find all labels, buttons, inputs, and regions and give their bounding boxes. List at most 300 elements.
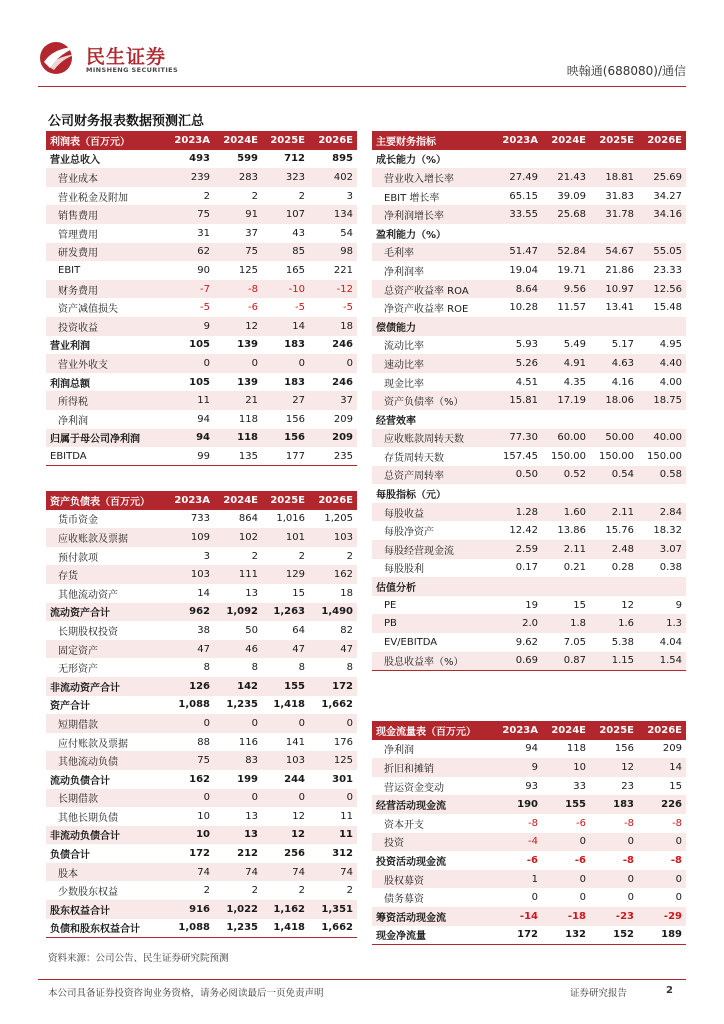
row-value: 142 (214, 677, 262, 696)
row-value: 15 (292, 587, 305, 599)
row-label: 每股经营现金流 (372, 540, 494, 559)
row-label: 每股股利 (384, 564, 424, 576)
row-label: 营业税金及附加 (58, 192, 128, 204)
table-row (46, 565, 357, 584)
row-value: 962 (166, 603, 214, 622)
row-value: 221 (333, 264, 353, 276)
row-value: 172 (189, 848, 210, 860)
row-value: 10 (197, 810, 210, 822)
row-value: 323 (262, 168, 309, 187)
row-value: 118 (566, 743, 586, 755)
row-value: 1 (494, 870, 542, 889)
year-header: 2024E (542, 131, 590, 150)
row-value: 2.11 (590, 503, 638, 522)
row-label: 成长能力（%） (376, 155, 447, 167)
row-label: 营业收入增长率 (372, 168, 494, 187)
row-label: 现金比率 (384, 378, 424, 390)
row-value: 103 (309, 528, 357, 547)
table-row (372, 907, 686, 926)
row-value: 15.48 (653, 302, 682, 314)
row-value: 9.62 (515, 636, 538, 648)
row-value: 0.69 (494, 652, 542, 671)
row-value: 19.71 (557, 264, 586, 276)
row-label: 长期股权投资 (58, 626, 118, 638)
row-value: 93 (525, 780, 538, 792)
row-value: 98 (309, 243, 357, 262)
year-header: 2024E (214, 131, 262, 150)
row-value: 11 (340, 810, 353, 822)
header-divider (38, 86, 686, 87)
row-value: 64 (292, 624, 305, 636)
row-value: 2 (346, 550, 353, 562)
row-value (590, 224, 638, 243)
table-row (372, 503, 686, 522)
row-label: 无形资产 (58, 664, 98, 676)
row-value: 0 (590, 833, 638, 852)
row-value: 47 (309, 640, 357, 659)
row-value (638, 577, 686, 596)
row-value: 103 (166, 565, 214, 584)
table-row (46, 770, 357, 789)
row-value: 1,022 (214, 900, 262, 919)
row-value: 246 (332, 376, 353, 388)
row-value: 18.32 (653, 525, 682, 537)
row-value: 18.06 (590, 391, 638, 410)
row-label: 营业总收入 (50, 155, 100, 167)
row-value: 0 (262, 789, 309, 808)
row-value: 864 (238, 513, 258, 525)
table-row (372, 851, 686, 870)
table-row (372, 224, 686, 243)
table-row (372, 373, 686, 392)
year-header: 2024E (542, 721, 590, 740)
year-header: 2023A (494, 131, 542, 150)
row-value: 157.45 (503, 450, 538, 462)
row-value: 27.49 (494, 168, 542, 187)
table-row (372, 391, 686, 410)
row-value: 13 (245, 587, 258, 599)
row-value: 2 (251, 190, 258, 202)
row-label: 资本开支 (384, 819, 424, 831)
row-value: 23.33 (653, 264, 682, 276)
balance-sheet-table (46, 491, 357, 938)
table-row (372, 559, 686, 578)
row-value: 60.00 (542, 429, 590, 448)
row-value: 11 (166, 391, 214, 410)
row-value: 0.21 (563, 562, 586, 574)
row-label: 存货 (46, 565, 166, 584)
row-value: 246 (332, 339, 353, 351)
row-value: 13.86 (557, 525, 586, 537)
logo-text-cn: 民生证券 (86, 46, 167, 68)
row-value: 2 (203, 885, 210, 897)
row-label: 毛利率 (372, 243, 494, 262)
year-header: 2023A (166, 131, 214, 150)
row-value: 2 (298, 190, 305, 202)
row-value: 27 (262, 391, 309, 410)
row-value: 12 (621, 599, 634, 611)
row-value: 162 (189, 773, 210, 785)
row-value: 0 (214, 354, 262, 373)
row-value: 1,662 (321, 699, 353, 711)
row-value: 4.63 (590, 354, 638, 373)
row-value: 43 (292, 227, 305, 239)
table-row (372, 577, 686, 596)
row-value: -8 (214, 280, 262, 299)
table-row (46, 733, 357, 752)
row-label: 归属于母公司净利润 (46, 429, 166, 448)
row-label: 非流动负债合计 (46, 826, 166, 845)
row-value: 283 (214, 168, 262, 187)
row-value: 152 (590, 926, 638, 945)
table-row (372, 205, 686, 224)
year-header: 2024E (214, 491, 262, 510)
table-row (46, 826, 357, 845)
row-value: 0.38 (659, 562, 682, 574)
row-label: 负债和股东权益合计 (46, 919, 166, 938)
row-value: 1,418 (262, 919, 309, 938)
table-header-row (372, 721, 686, 740)
row-value: 235 (309, 447, 357, 466)
row-value: 0.17 (515, 562, 538, 574)
table-row (46, 224, 357, 243)
row-value: 0 (214, 789, 262, 808)
row-value: 1,088 (178, 699, 210, 711)
row-value: 54 (340, 227, 353, 239)
row-value: 0 (638, 833, 686, 852)
row-value: 9 (494, 758, 542, 777)
row-value: 402 (309, 168, 357, 187)
row-value: 12.42 (509, 525, 538, 537)
row-value: 1,351 (309, 900, 357, 919)
table-row (372, 926, 686, 945)
row-value: 90 (197, 264, 210, 276)
row-value: 11 (309, 826, 357, 845)
row-value: 2.48 (590, 540, 638, 559)
row-value: 150.00 (647, 450, 682, 462)
row-value: 4.95 (659, 339, 682, 351)
row-value: -12 (309, 280, 357, 299)
row-label: PE (384, 599, 397, 611)
row-label: 少数股东权益 (58, 887, 118, 899)
row-value: -4 (494, 833, 542, 852)
row-value: 15.76 (605, 525, 634, 537)
row-value: 8 (251, 662, 258, 674)
row-value: 0.50 (494, 466, 542, 485)
row-value: 102 (214, 528, 262, 547)
row-value: 37 (309, 391, 357, 410)
row-value: 34.27 (653, 190, 682, 202)
table-row (372, 429, 686, 448)
row-value: 38 (197, 624, 210, 636)
row-value: 5.26 (494, 354, 542, 373)
row-value: 47 (166, 640, 214, 659)
minsheng-logo-icon (38, 40, 80, 76)
row-value: 156 (614, 743, 634, 755)
table-row (372, 168, 686, 187)
table-row (372, 740, 686, 759)
row-value: 5.93 (515, 339, 538, 351)
row-value: 11.57 (557, 302, 586, 314)
row-value: 209 (309, 429, 357, 448)
table-row (46, 658, 357, 677)
row-value: 0 (214, 714, 262, 733)
year-header: 2026E (638, 131, 686, 150)
row-value: 1,490 (309, 603, 357, 622)
row-value: 8 (346, 662, 353, 674)
row-value (494, 317, 542, 336)
row-value: 0.52 (542, 466, 590, 485)
table-row (372, 354, 686, 373)
table-row (46, 168, 357, 187)
row-value: 9 (166, 317, 214, 336)
row-label: 负债合计 (50, 850, 90, 862)
row-value: 4.91 (542, 354, 590, 373)
page-number: 2 (666, 985, 673, 996)
row-label: 经营活动现金流 (372, 795, 494, 814)
row-value: 0 (309, 714, 357, 733)
row-value: 105 (189, 339, 210, 351)
row-value: 8 (203, 662, 210, 674)
row-label: 每股指标（元） (376, 490, 446, 502)
row-value: 74 (214, 863, 262, 882)
row-value: 134 (309, 205, 357, 224)
row-value: 183 (590, 795, 638, 814)
row-value: 83 (214, 751, 262, 770)
row-value: 0 (262, 354, 309, 373)
row-value: 2 (203, 190, 210, 202)
row-value: 2 (346, 885, 353, 897)
row-label: 折旧和摊销 (372, 758, 494, 777)
row-value: 177 (262, 447, 309, 466)
row-value: 125 (238, 264, 258, 276)
row-value: 46 (214, 640, 262, 659)
row-label: 投资 (372, 833, 494, 852)
row-label: 流动负债合计 (50, 775, 110, 787)
row-value: 209 (333, 413, 353, 425)
row-value: 0 (579, 892, 586, 904)
row-value: 50 (245, 624, 258, 636)
row-value: 5.38 (611, 636, 634, 648)
table-row (46, 807, 357, 826)
row-value: 25.69 (638, 168, 686, 187)
row-label: 其他流动资产 (58, 589, 118, 601)
row-value: 15.81 (494, 391, 542, 410)
row-value: 91 (214, 205, 262, 224)
row-value: -6 (248, 302, 258, 314)
row-value: 0 (262, 714, 309, 733)
row-value: 50.00 (590, 429, 638, 448)
row-value: 0.54 (590, 466, 638, 485)
row-value: 0 (638, 870, 686, 889)
row-value: 0.58 (638, 466, 686, 485)
row-value: 14 (638, 758, 686, 777)
row-label: 货币资金 (58, 515, 98, 527)
row-value: 7.05 (563, 636, 586, 648)
row-value: 103 (262, 751, 309, 770)
row-value: 256 (284, 848, 305, 860)
row-value: -18 (542, 907, 590, 926)
row-value: 189 (638, 926, 686, 945)
table-row (372, 614, 686, 633)
row-label: EV/EBITDA (384, 636, 438, 648)
row-value: 2.11 (542, 540, 590, 559)
row-value: 21.43 (542, 168, 590, 187)
row-value (590, 410, 638, 429)
row-value: 1,016 (276, 513, 305, 525)
year-header: 2023A (494, 721, 542, 740)
row-value (590, 317, 638, 336)
row-value: -14 (494, 907, 542, 926)
year-header: 2026E (309, 491, 357, 510)
row-value: 4.35 (563, 376, 586, 388)
row-value: 132 (542, 926, 590, 945)
row-value: 139 (237, 376, 258, 388)
year-header: 2025E (590, 131, 638, 150)
row-label: 净资产收益率 ROE (384, 304, 469, 316)
table-row (46, 900, 357, 919)
table-row (372, 298, 686, 317)
row-value: 2 (298, 550, 305, 562)
table-row (46, 603, 357, 622)
row-value: 4.04 (659, 636, 682, 648)
row-value: 0 (309, 789, 357, 808)
table-header-row (46, 131, 357, 150)
row-label: 净利润 (58, 415, 88, 427)
row-value: 17.19 (542, 391, 590, 410)
row-value (542, 224, 590, 243)
row-label: 经营效率 (376, 415, 416, 427)
table-title: 资产负债表（百万元） (46, 491, 166, 510)
row-value: 47 (262, 640, 309, 659)
row-value: 118 (214, 429, 262, 448)
row-value: 1,205 (324, 513, 353, 525)
row-label: 应收账款周转天数 (372, 429, 494, 448)
row-value: -29 (638, 907, 686, 926)
row-value (590, 484, 638, 503)
row-value: 14 (262, 317, 309, 336)
row-value: 1,235 (226, 699, 258, 711)
row-label: EBIT (58, 264, 81, 276)
row-value: 1.8 (542, 614, 590, 633)
row-value: 0 (542, 870, 590, 889)
row-label: 净利润率 (384, 266, 424, 278)
row-value: -8 (672, 817, 682, 829)
row-value: 1.6 (590, 614, 638, 633)
row-value: 12 (214, 317, 262, 336)
table-row (46, 547, 357, 566)
row-value: 33 (573, 780, 586, 792)
row-value: 244 (284, 773, 305, 785)
row-value: 111 (214, 565, 262, 584)
table-row (46, 584, 357, 603)
row-value (494, 484, 542, 503)
row-value: 1.15 (590, 652, 638, 671)
row-value: 23 (621, 780, 634, 792)
cash-flow-table (372, 721, 686, 945)
row-value: 75 (166, 205, 214, 224)
year-header: 2026E (638, 721, 686, 740)
row-value: 99 (166, 447, 214, 466)
table-row (46, 919, 357, 938)
row-value: 2.59 (494, 540, 542, 559)
row-value: 3 (203, 550, 210, 562)
row-value: 109 (166, 528, 214, 547)
table-row (46, 243, 357, 262)
table-row (46, 881, 357, 900)
table-row (372, 596, 686, 615)
row-value: 172 (309, 677, 357, 696)
row-value: 2 (251, 550, 258, 562)
row-value: 74 (262, 863, 309, 882)
table-row (46, 751, 357, 770)
row-label: 应收账款及票据 (46, 528, 166, 547)
table-row (46, 528, 357, 547)
row-value: 129 (262, 565, 309, 584)
row-label: 流动资产合计 (46, 603, 166, 622)
footer-divider (38, 979, 686, 980)
row-value: 162 (309, 565, 357, 584)
row-label: 研发费用 (46, 243, 166, 262)
row-value: 88 (197, 736, 210, 748)
row-value: 19 (525, 599, 538, 611)
row-value: 493 (189, 153, 210, 165)
row-label: 管理费用 (58, 229, 98, 241)
row-value: 12 (590, 758, 638, 777)
table-row (46, 354, 357, 373)
row-value: 18.81 (590, 168, 638, 187)
row-value: 62 (166, 243, 214, 262)
row-value: 165 (285, 264, 305, 276)
row-value: 33.55 (494, 205, 542, 224)
row-label: 其他长期负债 (58, 812, 118, 824)
row-label: 资产负债率（%） (372, 391, 494, 410)
row-value: 4.51 (515, 376, 538, 388)
row-value: 74 (309, 863, 357, 882)
row-value: 733 (190, 513, 210, 525)
row-value: -23 (590, 907, 638, 926)
row-value: 18.75 (638, 391, 686, 410)
row-label: 所得税 (46, 391, 166, 410)
table-row (46, 844, 357, 863)
row-value: 1,162 (262, 900, 309, 919)
row-value: -7 (166, 280, 214, 299)
row-value: 31 (197, 227, 210, 239)
year-header: 2025E (590, 721, 638, 740)
row-label: 销售费用 (46, 205, 166, 224)
row-label: 总资产收益率 ROA (372, 280, 494, 299)
row-label: 股息收益率（%） (372, 652, 494, 671)
row-value: 85 (262, 243, 309, 262)
row-value (494, 150, 542, 169)
row-value: 209 (662, 743, 682, 755)
row-value: 156 (262, 429, 309, 448)
row-label: 净利润 (384, 745, 414, 757)
table-row (372, 261, 686, 280)
table-row (372, 243, 686, 262)
row-value: 301 (332, 773, 353, 785)
row-value: 55.05 (638, 243, 686, 262)
table-row (372, 521, 686, 540)
row-value: 9 (675, 599, 682, 611)
row-value (638, 410, 686, 429)
page-header (38, 38, 686, 84)
row-value: 1.60 (542, 503, 590, 522)
row-value: 14 (197, 587, 210, 599)
row-value: 3.07 (638, 540, 686, 559)
row-value: 0.87 (542, 652, 590, 671)
row-value: 12 (292, 810, 305, 822)
